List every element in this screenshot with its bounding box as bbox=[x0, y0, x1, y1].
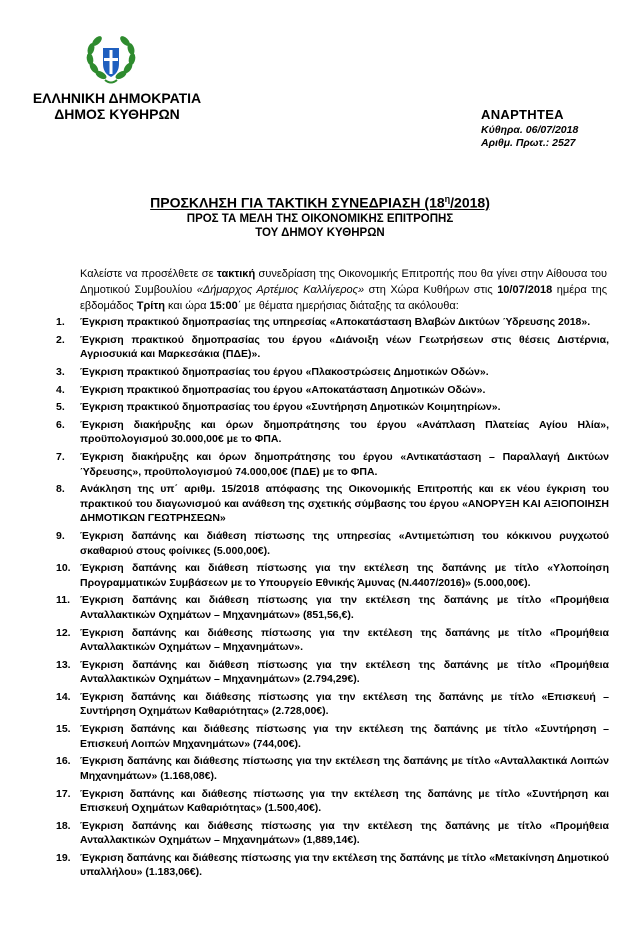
title-block bbox=[0, 190, 640, 240]
agenda-item bbox=[56, 690, 609, 719]
agenda-item-text: Έγκριση πρακτικού δημοπρασίας του έργου «Διάνοιξη νέων Γεωτρήσεων στις θέσεις Διστέρνια, Αγριοσυκιά και Μαρκεσάκια (ΠΔΕ)». bbox=[80, 333, 609, 361]
agenda-item-number: 12. bbox=[56, 626, 71, 639]
document-meta bbox=[481, 124, 578, 150]
agenda-item-number: 18. bbox=[56, 819, 71, 832]
agenda-item-text: Έγκριση δαπάνης και διάθεσης πίστωσης για την εκτέλεση της δαπάνης με τίτλο «Ανταλλακτικά Λοιπών Μηχανημάτων» (1.168,08€). bbox=[80, 755, 609, 782]
agenda-item bbox=[56, 450, 609, 479]
agenda-item bbox=[56, 658, 609, 687]
greek-coat-of-arms-icon bbox=[79, 28, 143, 92]
place-date: Κύθηρα. 06/07/2018 bbox=[481, 124, 579, 136]
agenda-item-number: 9. bbox=[56, 530, 65, 542]
agenda-item-number: 13. bbox=[56, 658, 71, 671]
protocol-number: Αριθμ. Πρωτ.: 2527 bbox=[481, 137, 576, 149]
intro-paragraph: Καλείστε να προσέλθετε σε τακτική συνεδρίαση της Οικονομικής Επιτροπής που θα γίνει στην Αίθουσα του Δημοτικού Συμβουλίου «Δήμαρχος Αρτέμιος Καλλίγερος» στη Χώρα Κυθήρων στις 10/07/2018 ημέρα της εβδομάδος Τρίτη και ώρα 15:00΄ με θέματα ημερήσιας διάταξης τα ακόλουθα: bbox=[80, 268, 607, 312]
agenda-item-text: Έγκριση πρακτικού δημοπρασίας του έργου «Πλακοστρώσεις Δημοτικών Οδών». bbox=[80, 365, 489, 378]
agenda-item-number: 6. bbox=[56, 418, 65, 431]
agenda-item-number: 4. bbox=[56, 383, 65, 396]
title-recipients: ΠΡΟΣ ΤΑ ΜΕΛΗ ΤΗΣ ΟΙΚΟΝΟΜΙΚΗΣ ΕΠΙΤΡΟΠΗΣ bbox=[186, 212, 454, 225]
agenda-item-number: 2. bbox=[56, 333, 65, 346]
agenda-item-text: Έγκριση δαπάνης και διάθεσης πίστωσης για την εκτέλεση της δαπάνης με τίτλο «Μετακίνηση Δημοτικού υπαλλήλου» (1.183,06€). bbox=[80, 851, 609, 879]
agenda-item bbox=[56, 365, 609, 380]
agenda-item-number: 5. bbox=[56, 401, 65, 414]
agenda-list bbox=[56, 315, 609, 883]
agenda-item bbox=[56, 722, 609, 751]
agenda-item-number: 16. bbox=[56, 755, 71, 768]
agenda-item-text: Έγκριση δαπάνης και διάθεσης πίστωσης για την εκτέλεση της δαπάνης με τίτλο «Συντήρηση και Επισκευή Οχημάτων Καθαριότητας» (1.500,40€). bbox=[80, 787, 609, 814]
agenda-item bbox=[56, 383, 609, 398]
agenda-item-text: Ανάκληση της υπ΄ αριθμ. 15/2018 απόφασης της Οικονομικής Επιτροπής και εκ νέου έγκριση του πρακτικού του διαγωνισμού και ανάθεση της σχετικής σύμβασης του έργου «ΑΝΟΡΥΞΗ ΚΑΙ ΑΞΙΟΠΟΙΗΣΗ ΔΗΜΟΤΙΚΩΝ ΓΕΩΤΡΗΣΕΩΝ» bbox=[80, 483, 609, 525]
agenda-item bbox=[56, 418, 609, 447]
agenda-item-number: 10. bbox=[56, 562, 71, 575]
agenda-item-text: Έγκριση διακήρυξης και όρων δημοπράτησης του έργου «Αντικατάσταση – Παραλλαγή Δικτύων Ύδρευσης», προϋπολογισμού 74.000,00€ (ΠΔΕ) με το ΦΠΑ. bbox=[80, 451, 609, 478]
agenda-item-number: 17. bbox=[56, 787, 71, 800]
agenda-item-number: 1. bbox=[56, 316, 65, 328]
agenda-item-number: 7. bbox=[56, 451, 65, 464]
agenda-item-number: 19. bbox=[56, 851, 71, 864]
agenda-item-number: 11. bbox=[56, 594, 71, 607]
agenda-item bbox=[56, 754, 609, 783]
organization-header bbox=[22, 90, 212, 122]
agenda-item bbox=[56, 593, 609, 622]
org-country: ΕΛΛΗΝΙΚΗ ΔΗΜΟΚΡΑΤΙΑ bbox=[32, 90, 202, 106]
agenda-item-text: Έγκριση δαπάνης και διάθεση πίστωσης για την εκτέλεση της δαπάνης με τίτλο «Προμήθεια Ανταλλακτικών Οχημάτων – Μηχανημάτων» (851,56,€). bbox=[80, 594, 609, 621]
agenda-item-text: Έγκριση δαπάνης και διάθεσης πίστωσης για την εκτέλεση της δαπάνης με τίτλο «Συντήρηση – Επισκευή Λοιπών Μηχανημάτων» (744,00€). bbox=[80, 723, 609, 750]
agenda-item-number: 8. bbox=[56, 483, 65, 496]
agenda-item-number: 14. bbox=[56, 690, 71, 703]
agenda-item-text: Έγκριση δαπάνης και διάθεσης πίστωσης για την εκτέλεση της δαπάνης με τίτλο «Προμήθεια Ανταλλακτικών Οχημάτων – Μηχανημάτων». bbox=[80, 626, 609, 654]
agenda-item bbox=[56, 529, 609, 558]
agenda-item-text: Έγκριση πρακτικού δημοπρασίας της υπηρεσίας «Αποκατάσταση Βλαβών Δικτύων Ύδρευσης 2018». bbox=[80, 316, 591, 328]
agenda-item-text: Έγκριση δαπάνης και διάθεσης πίστωσης για την εκτέλεση της δαπάνης με τίτλο «Επισκευή – Συντήρηση Οχημάτων Καθαριότητας» (2.728,00€). bbox=[80, 690, 609, 718]
posting-label: ΑΝΑΡΤΗΤΕΑ bbox=[481, 107, 564, 122]
agenda-item-text: Έγκριση πρακτικού δημοπρασίας του έργου «Αποκατάσταση Δημοτικών Οδών». bbox=[80, 383, 486, 396]
agenda-item-text: Έγκριση δαπάνης και διάθεση πίστωσης για την εκτέλεση της δαπάνης με τίτλο «Υλοποίηση Προγραμματικών Συμβάσεων με το Υπουργείο Εθνικής Άμυνας (Ν.4407/2016)» (5.000,00€). bbox=[80, 562, 609, 589]
agenda-item-number: 3. bbox=[56, 365, 65, 378]
agenda-item bbox=[56, 819, 609, 848]
agenda-item bbox=[56, 851, 609, 880]
agenda-item bbox=[56, 626, 609, 655]
agenda-item bbox=[56, 482, 609, 526]
agenda-item bbox=[56, 561, 609, 590]
agenda-item bbox=[56, 787, 609, 816]
agenda-item-text: Έγκριση δαπάνης και διάθεση πίστωσης για την εκτέλεση της δαπάνης με τίτλο «Προμήθεια Ανταλλακτικών Οχημάτων – Μηχανημάτων» (2.794,29€). bbox=[80, 658, 609, 686]
agenda-item bbox=[56, 400, 609, 415]
agenda-item bbox=[56, 333, 609, 362]
agenda-item bbox=[56, 315, 609, 330]
agenda-item-number: 15. bbox=[56, 723, 71, 736]
agenda-item-text: Έγκριση πρακτικού δημοπρασίας του έργου «Συντήρηση Δημοτικών Κοιμητηρίων». bbox=[80, 401, 501, 414]
agenda-item-text: Έγκριση δαπάνης και διάθεση πίστωσης της υπηρεσίας «Αντιμετώπιση του κόκκινου ρυγχωτού σκαθαριού στους φοίνικες (5.000,00€). bbox=[80, 530, 609, 557]
title-municipality: ΤΟΥ ΔΗΜΟΥ ΚΥΘΗΡΩΝ bbox=[255, 226, 385, 239]
main-title: ΠΡΟΣΚΛΗΣΗ ΓΙΑ ΤΑΚΤΙΚΗ ΣΥΝΕΔΡΙΑΣΗ $(18^\eta/2018)$ bbox=[150, 194, 490, 211]
agenda-item-text: Έγκριση διακήρυξης και όρων δημοπράτησης του έργου «Ανάπλαση Πλατείας Αγίου Ηλία», προϋπολογισμού 30.000,00€ με το ΦΠΑ. bbox=[80, 418, 609, 446]
org-municipality: ΔΗΜΟΣ ΚΥΘΗΡΩΝ bbox=[54, 106, 180, 122]
agenda-item-text: Έγκριση δαπάνης και διάθεσης πίστωσης για την εκτέλεση της δαπάνης με τίτλο «Προμήθεια Ανταλλακτικών Οχημάτων – Μηχανημάτων» (1,889,14€). bbox=[80, 819, 609, 847]
